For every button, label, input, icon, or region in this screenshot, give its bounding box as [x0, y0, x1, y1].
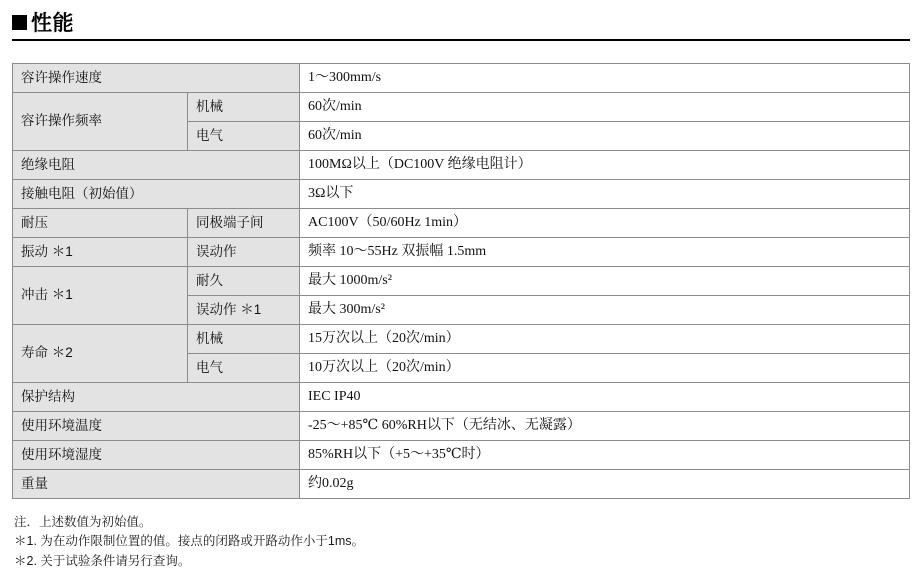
row-sublabel: 机械 [188, 93, 300, 122]
table-row [13, 470, 910, 499]
table-row [13, 151, 910, 180]
row-sublabel: 电气 [188, 122, 300, 151]
row-value: 1～300mm/s [300, 64, 910, 93]
row-value: 60次/min [300, 122, 910, 151]
row-value: 频率 10～55Hz 双振幅 1.5mm [300, 238, 910, 267]
row-value: 最大 300m/s² [300, 296, 910, 325]
row-label: 接触电阻（初始值） [13, 180, 300, 209]
row-value: 100MΩ以上（DC100V 绝缘电阻计） [300, 151, 910, 180]
page-title-label: 性能 [31, 12, 74, 35]
row-sublabel: 同极端子间 [188, 209, 300, 238]
specifications-table [12, 63, 910, 499]
row-value: 15万次以上（20次/min） [300, 325, 910, 354]
row-label: 容许操作频率 [13, 93, 188, 151]
row-value: 60次/min [300, 93, 910, 122]
table-row [13, 412, 910, 441]
filled-square-icon [12, 15, 27, 30]
table-row [13, 267, 910, 296]
row-label: 绝缘电阻 [13, 151, 300, 180]
row-value: AC100V（50/60Hz 1min） [300, 209, 910, 238]
row-label: 重量 [13, 470, 300, 499]
table-row [13, 441, 910, 470]
row-sublabel: 机械 [188, 325, 300, 354]
row-label: 寿命 ＊2 [13, 325, 188, 383]
row-sublabel: 耐久 [188, 267, 300, 296]
table-row [13, 383, 910, 412]
table-row [13, 180, 910, 209]
title-underline [12, 39, 910, 41]
table-row [13, 93, 910, 122]
row-value: 10万次以上（20次/min） [300, 354, 910, 383]
row-value: 85%RH以下（+5～+35℃时） [300, 441, 910, 470]
row-value: 最大 1000m/s² [300, 267, 910, 296]
footnote-line: 注．上述数值为初始值。 [14, 515, 152, 529]
row-sublabel: 电气 [188, 354, 300, 383]
row-sublabel: 误动作 ＊1 [188, 296, 300, 325]
row-label: 振动 ＊1 [13, 238, 188, 267]
row-label: 耐压 [13, 209, 188, 238]
row-label: 使用环境湿度 [13, 441, 300, 470]
table-row [13, 64, 910, 93]
row-sublabel: 误动作 [188, 238, 300, 267]
row-value: IEC IP40 [300, 383, 910, 412]
table-row [13, 209, 910, 238]
row-value: 3Ω以下 [300, 180, 910, 209]
row-value: 约0.02g [300, 470, 910, 499]
footnote-line: ＊1. 为在动作限制位置的值。接点的闭路或开路动作小于1ms。 [14, 534, 365, 549]
table-row [13, 325, 910, 354]
row-label: 保护结构 [13, 383, 300, 412]
table-body [13, 64, 910, 499]
row-label: 使用环境温度 [13, 412, 300, 441]
row-label: 容许操作速度 [13, 64, 300, 93]
page-title [12, 12, 910, 33]
row-label: 冲击 ＊1 [13, 267, 188, 325]
footnotes [14, 513, 910, 571]
table-row [13, 238, 910, 267]
row-value: -25～+85℃ 60%RH以下（无结冰、无凝露） [300, 412, 910, 441]
footnote-line: ＊2. 关于试验条件请另行查询。 [14, 553, 191, 568]
